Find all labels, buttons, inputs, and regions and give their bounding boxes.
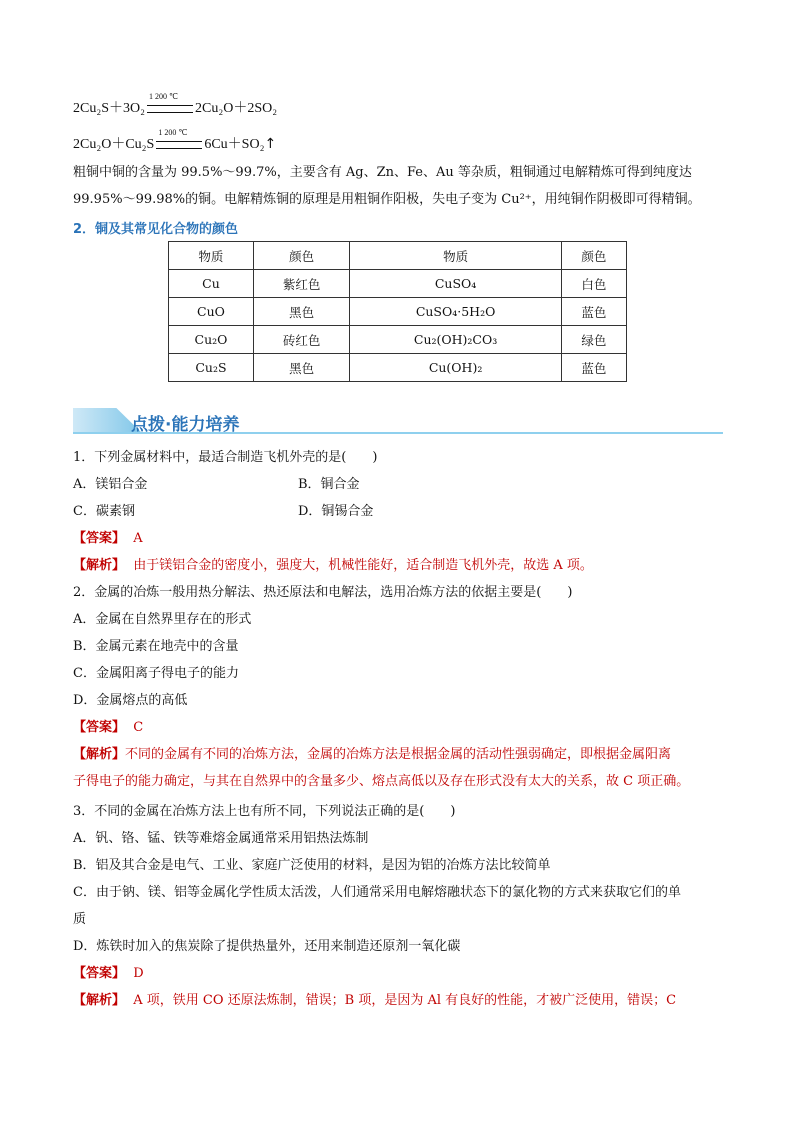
q3-answer [73,965,144,983]
q3-option-b: B．铝及其合金是电气、工业、家庭广泛使用的材料，是因为铝的冶炼方法比较简单 [73,858,551,873]
table-row [169,326,627,354]
q3-option-c-line-1: C．由于钠、镁、铝等金属化学性质太活泼，人们通常采用电解熔融状态下的氯化物的方式来获取它们的单 [73,885,681,900]
q2-option-a: A．金属在自然界里存在的形式 [73,612,252,627]
analysis-label: 【解析】 [73,558,126,573]
q2-option-c: C．金属阳离子得电子的能力 [73,666,239,681]
q2-option-b: B．金属元素在地壳中的含量 [73,639,239,654]
q1-analysis [73,557,593,575]
table-cell: CuO [169,298,254,326]
condition-label: 1 200 ℃ [149,92,178,101]
answer-value: A [133,531,143,546]
q2-analysis-line-2: 子得电子的能力确定，与其在自然界中的含量多少、熔点高低以及存在形式没有太大的关系，故 C 项正确。 [73,774,690,789]
analysis-label: 【解析】 [73,993,126,1008]
equation-2-right: 6Cu＋SO₂ [204,137,265,152]
answer-label: 【答案】 [73,531,126,546]
equation-1 [73,92,278,118]
reaction-condition [156,128,202,154]
table-cell: Cu₂O [169,326,254,354]
table-row [169,270,627,298]
equation-2-left: 2Cu₂O＋Cu₂S [73,137,155,152]
table-cell: 黑色 [253,298,350,326]
condition-label: 1 200 ℃ [158,128,188,137]
table-cell: 蓝色 [561,354,626,382]
header-cell: 颜色 [253,242,350,270]
q3-stem: 3．不同的金属在冶炼方法上也有所不同，下列说法正确的是( ) [73,804,456,819]
table-cell: CuSO₄·5H₂O [350,298,561,326]
answer-label: 【答案】 [73,720,126,735]
equation-1-right: 2Cu₂O＋2SO₂ [195,101,278,116]
q1-option-a: A．镁铝合金 [73,477,148,492]
analysis-text: A 项，铁用 CO 还原法炼制，错误；B 项，是因为 Al 有良好的性能，才被广泛使用，错误；C [133,993,677,1008]
section-banner [73,408,723,434]
answer-value: C [133,720,144,735]
table-cell: Cu₂S [169,354,254,382]
q2-option-d: D．金属熔点的高低 [73,693,188,708]
header-cell: 颜色 [561,242,626,270]
table-cell: CuSO₄ [350,270,561,298]
equation-2 [73,128,277,154]
table-row [169,354,627,382]
q3-option-d: D．炼铁时加入的焦炭除了提供热量外，还用来制造还原剂一氧化碳 [73,939,461,954]
table-cell: 紫红色 [253,270,350,298]
banner-title: 点拨·能力培养 [131,415,240,435]
q1-stem: 1．下列金属材料中，最适合制造飞机外壳的是( ) [73,450,378,465]
q2-answer [73,719,143,737]
q2-analysis-line-1 [73,746,671,764]
table-header-row [169,242,627,270]
q1-option-c: C．碳素钢 [73,504,135,519]
color-table [168,241,627,382]
table-cell: Cu [169,270,254,298]
q2-stem: 2．金属的冶炼一般用热分解法、热还原法和电解法，选用冶炼方法的依据主要是( ) [73,585,573,600]
analysis-text: 不同的金属有不同的冶炼方法，金属的冶炼方法是根据金属的活动性强弱确定，即根据金属阳离 [125,747,672,762]
q1-option-d: D．铜锡合金 [298,504,374,519]
table-cell: 黑色 [253,354,350,382]
table-cell: 绿色 [561,326,626,354]
q1-answer [73,530,143,548]
q1-option-b: B．铜合金 [298,477,360,492]
table-cell: 砖红色 [253,326,350,354]
equation-1-left: 2Cu₂S＋3O₂ [73,101,145,116]
section-heading: 2．铜及其常见化合物的颜色 [73,222,239,237]
reaction-condition [147,92,193,118]
table-cell: 蓝色 [561,298,626,326]
table-row [169,298,627,326]
intro-paragraph [73,159,723,213]
answer-value: D [133,966,144,981]
q3-option-c-line-2: 质 [73,912,87,927]
table-cell: 白色 [561,270,626,298]
answer-label: 【答案】 [73,966,126,981]
intro-line-2: 99.95%～99.98%的铜。电解精炼铜的原理是用粗铜作阳极，失电子变为 Cu²⁺，用纯铜作阴极即可得精铜。 [73,192,701,207]
analysis-label: 【解析】 [73,747,126,762]
header-cell: 物质 [350,242,561,270]
gas-arrow-icon: ↑ [264,136,277,152]
header-cell: 物质 [169,242,254,270]
analysis-text: 由于镁铝合金的密度小，强度大，机械性能好，适合制造飞机外壳，故选 A 项。 [133,558,593,573]
q3-option-a: A．钒、铬、锰、铁等难熔金属通常采用铝热法炼制 [73,831,369,846]
intro-line-1: 粗铜中铜的含量为 99.5%～99.7%，主要含有 Ag、Zn、Fe、Au 等杂质，粗铜通过电解精炼可得到纯度达 [73,165,692,180]
table-cell: Cu(OH)₂ [350,354,561,382]
q3-analysis [73,992,676,1010]
table-cell: Cu₂(OH)₂CO₃ [350,326,561,354]
